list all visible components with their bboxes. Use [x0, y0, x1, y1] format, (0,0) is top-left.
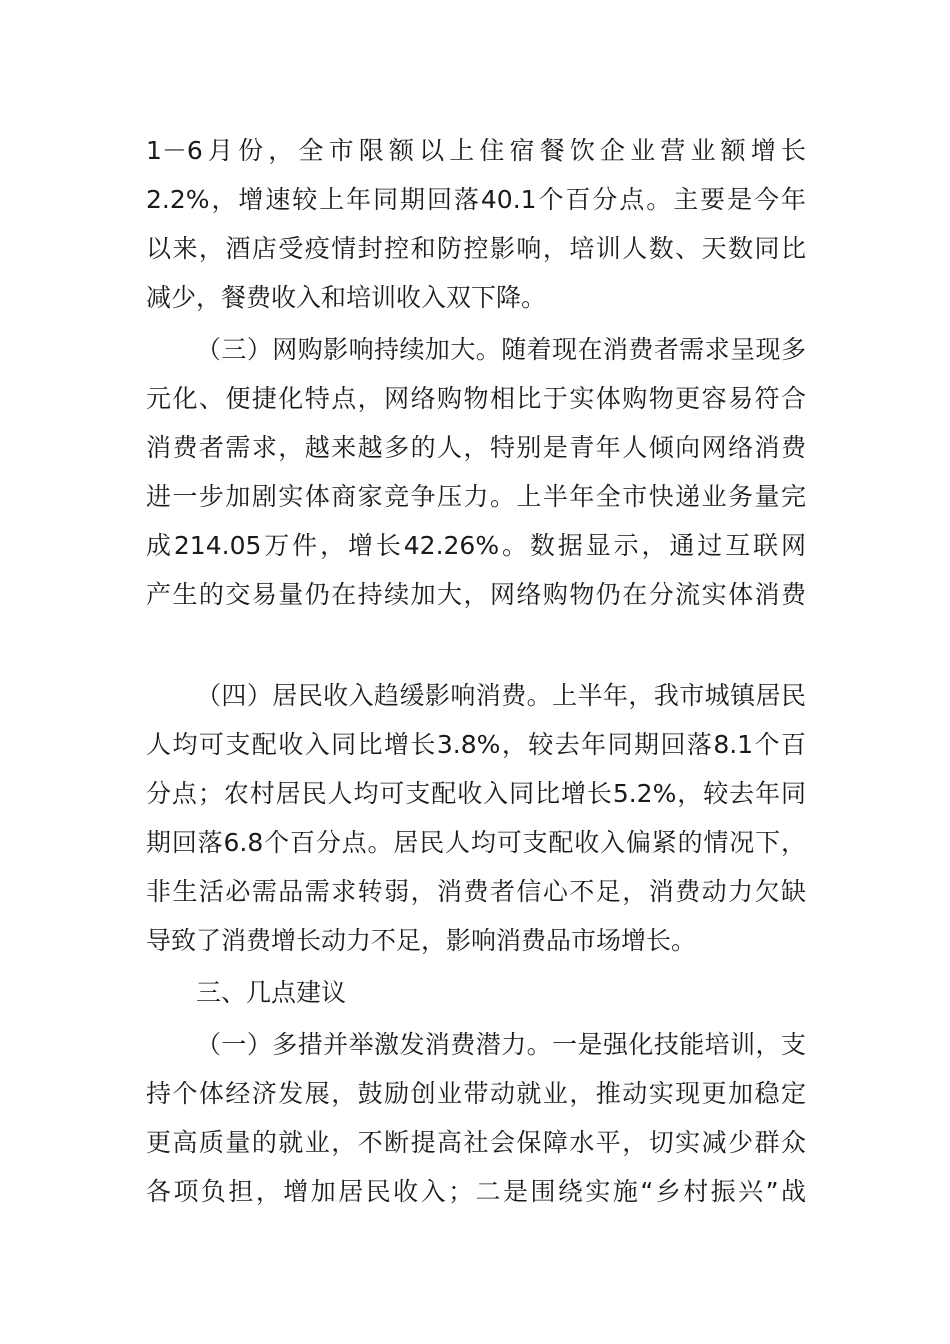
text-line: 分点；农村居民人均可支配收入同比增长5.2%，较去年同 [146, 779, 806, 808]
paragraph-heading-line: （三）网购影响持续加大。随着现在消费者需求呈现多 [196, 335, 806, 364]
text-line: 1－6月份，全市限额以上住宿餐饮企业营业额增长 [146, 136, 806, 165]
text-line: 2.2%，增速较上年同期回落40.1个百分点。主要是今年 [146, 185, 806, 214]
text-line: 以来，酒店受疫情封控和防控影响，培训人数、天数同比 [146, 234, 806, 263]
text-line: 产生的交易量仍在持续加大，网络购物仍在分流实体消费 [146, 580, 806, 609]
text-line: 元化、便捷化特点，网络购物相比于实体购物更容易符合 [146, 384, 806, 413]
paragraph-heading-line: （四）居民收入趋缓影响消费。上半年，我市城镇居民 [196, 681, 806, 710]
text-line: 持个体经济发展，鼓励创业带动就业，推动实现更加稳定 [146, 1079, 806, 1108]
paragraph-heading-line: （一）多措并举激发消费潜力。一是强化技能培训，支 [196, 1030, 806, 1059]
text-line: 导致了消费增长动力不足，影响消费品市场增长。 [146, 926, 697, 955]
text-line: 消费者需求，越来越多的人，特别是青年人倾向网络消费 [146, 433, 806, 462]
text-line: 进一步加剧实体商家竞争压力。上半年全市快递业务量完 [146, 482, 806, 511]
section-heading: 三、几点建议 [196, 978, 347, 1007]
text-line: 期回落6.8个百分点。居民人均可支配收入偏紧的情况下， [146, 828, 806, 857]
text-line: 减少，餐费收入和培训收入双下降。 [146, 283, 547, 312]
text-line: 人均可支配收入同比增长3.8%，较去年同期回落8.1个百 [146, 730, 806, 759]
text-line: 成214.05万件，增长42.26%。数据显示，通过互联网 [146, 531, 806, 560]
text-line: 非生活必需品需求转弱，消费者信心不足，消费动力欠缺 [146, 877, 806, 906]
text-line: 各项负担，增加居民收入；二是围绕实施“乡村振兴”战 [146, 1177, 806, 1206]
text-line: 更高质量的就业，不断提高社会保障水平，切实减少群众 [146, 1128, 806, 1157]
